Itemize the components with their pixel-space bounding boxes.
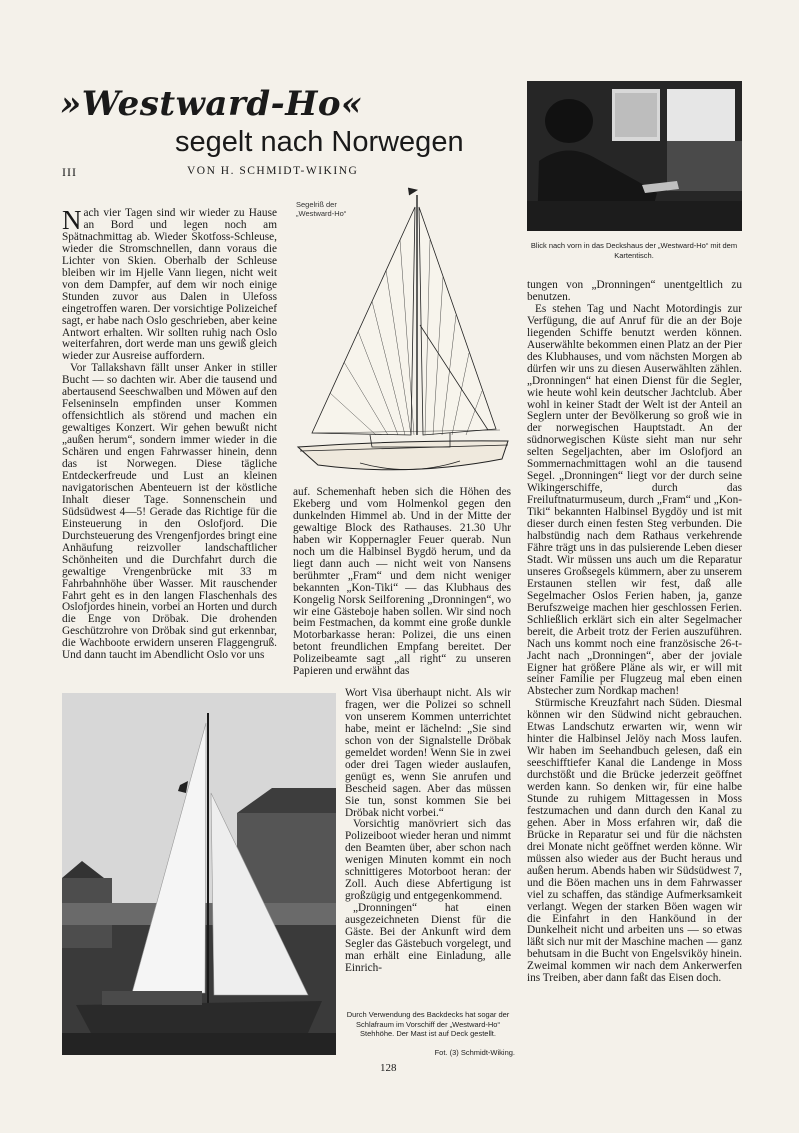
part-number: III — [62, 165, 77, 179]
deckshouse-photo-image — [527, 81, 742, 231]
yacht-harbour-image — [62, 693, 336, 1055]
sail-plan-label: Segelriß der „Westward-Ho“ — [296, 200, 347, 218]
article-subtitle: segelt nach Norwegen — [175, 126, 464, 158]
page-number: 128 — [380, 1062, 397, 1074]
photo-credit: Fot. (3) Schmidt-Wiking. — [434, 1048, 515, 1057]
col3-paragraph-1: tungen von „Dronningen“ unentgeltlich zu benutzen. — [527, 279, 742, 303]
col1-paragraph-1 — [62, 205, 277, 363]
byline: VON H. SCHMIDT-WIKING — [187, 165, 359, 177]
drop-cap: N — [62, 205, 82, 235]
col2-paragraph-2: Wort Visa überhaupt nicht. Als wir fragen, wer die Polizei so schnell von unserem Kommen unterrichtet habe, meint er lächelnd: „Sie sind schon von der Signalstelle Dröbak gemeldet worden! Wenn Sie in zwei oder drei Tagen wieder auslaufen, genügt es, wenn Sie anrufen und Bescheid sagen. Aber das müssen Sie tun, sonst kommen Sie bei Dröbak nicht vorbei.“ — [345, 687, 511, 819]
yacht-harbour-photo — [62, 693, 336, 1055]
col3-paragraph-3: Stürmische Kreuzfahrt nach Süden. Diesmal können wir den Südwind nicht gebrauchen. Etwas Landschutz erwarten wir, wenn wir hinter die Halbinsel Jelöy nach Moss laufen. Wir haben im Seehandbuch gelesen, daß ein seeschifftiefer Kanal die Landenge in Moss durchstößt und die Brücke jederzeit geöffnet werden kann. So denken wir, für eine halbe Stunde zu ruhigem Mittagessen in Moss festzumachen und dann durch den Kanal zu gehen. Aber in Moss erfahren wir, daß die Brücke in Reparatur sei und für die nächsten drei Monate nicht geöffnet werden könne. Wir müssen also wieder aus der Bucht heraus und außen herum. Abends haben wir Südsüdwest 7, und die Böen machen uns in dem Fahrwasser viel zu schaffen, das ständige Aufmerksamkeit verlangt. Wegen der starken Böen wagen wir die Einfahrt in den Hanköund in der Dunkelheit nicht und arbeiten uns — so etwas läßt sich nur mit der Maschine machen — ganz behutsam in die Bucht von Engelsviköy hinein. Zweimal kommen wir nach dem Ankerwerfen ins Treiben, aber dann faßt das Eisen doch. — [527, 697, 742, 985]
deckshouse-caption: Blick nach vorn in das Deckshaus der „Westward-Ho“ mit dem Kartentisch. — [530, 241, 738, 260]
col2-paragraph-1: auf. Schemenhaft heben sich die Höhen des Ekeberg und vom Holmenkol gegen den dunkelnden Himmel ab. Und in der Mitte der gewaltige Block des Rathauses. 21.30 Uhr haben wir Koppernagler Feuer querab. Nun noch um die Halbinsel Bygdö herum, und da liegt dann auch — nicht weit von Nansens berühmter „Fram“ und dem nicht weniger bekannten „Kon-Tiki“ — das Klubhaus des Kongelig Norsk Seilforening „Dronningen“, wo wir eine Gästeboje haben sollen. Wir sind noch beim Festmachen, da kommt eine große dunkle Motorbarkasse heran: Polizei, die uns einen betont freundlichen Empfang bereitet. Der Polizeibeamte sagt „all right“ zu unseren Papieren und erwähnt das — [293, 486, 511, 678]
deckshouse-photo — [527, 81, 742, 231]
sail-plan-svg — [290, 185, 518, 481]
col3-paragraph-2: Es stehen Tag und Nacht Motordingis zur Verfügung, die auf Anruf für die an der Boje liegenden Schiffe benutzt werden können. Auserwählte bekommen einen Platz an der Pier des Klubhauses, und vom nächsten Morgen ab dürfen wir uns zu diesen Auserwählten zählen. „Dronningen“ hat einen Dienst für die Segler, wie heute wohl kein deutscher Jachtclub. Aber wohl in keiner Stadt der Welt ist der Anteil an Seglern unter der Bevölkerung so groß wie in der norwegischen Hauptstadt. An der südnorwegischen Küste sieht man nur sehr selten Segeljachten, aber im Oslofjord an Sommernachmittagen wohl an die tausend Segel. „Dronningen“ liegt vor der durch seine Wikingerschiffe, durch das Freiluftnaturmuseum, durch „Fram“ und „Kon-Tiki“ bekannten Halbinsel Bygdöy und ist mit dieser durch einen festen Steg verbunden. Die halbstündig nach dem Rathaus verkehrende Fähre trägt uns in das pulsierende Leben dieser Stadt. Wir müssen uns auch um die Reparatur unseres Großsegels kümmern, aber zu unserem Erstaunen stellen wir fest, daß alle Segelmacher Oslos Ferien haben, ja, ganze Berufszweige machen hier geschlossen Ferien. Schließlich erklärt sich ein alter Segelmacher bereit, die Arbeit trotz der Ferien auszuführen. Nach uns kommt noch eine französische 26-t-Jacht nach „Dronningen“, aber der joviale Eigner hat größere Pläne als wir, er will mit seiner Familie per Flugzeug mal eben einen Abstecher zum Nordkap machen! — [527, 302, 742, 698]
col2-paragraph-3: Vorsichtig manövriert sich das Polizeiboot wieder heran und nimmt den Beamten über, aber schon nach wenigen Minuten kommt ein noch schnittigeres Motorboot heran: der Zoll. Auch diese Abfertigung ist großzügig und entgegenkommend. — [345, 818, 511, 903]
col1-paragraph-2: Vor Tallakshavn fällt unser Anker in stiller Bucht — so dachten wir. Aber die tausend und abertausend Seeschwalben und Möwen auf den Felseninseln empfinden unser Kommen offensichtlich als störend und machen ein gewaltiges Konzert. Wir gehen bewußt nicht „außen herum“, sondern immer wieder in die Schären und engen Fahrwasser hinein, denn das ist Norwegen. Diese tägliche Entdeckerfreude und Lust an kleinen navigatorischen Abenteuern ist der köstliche Inhalt dieser Tage. Sonnenschein und Südsüdwest 4—5! Gerade das Richtige für die Einsteuerung in den Oslofjord. Die Durchsteuerung des Vrengenfjordes bringt eine Anhäufung reizvoller landschaftlicher Schönheiten und die Durchfahrt durch die gewaltige Vrengenbrücke mit 33 m Fahrbahnhöhe über Wasser. Mit rauschender Fahrt geht es in den langen Flaschenhals des Oslofjordes hinein, vorbei an Horten und durch die Enge von Dröbak. Die drohenden Geschützrohre von Dröbak sind gut erkennbar, die Wachboote erwidern unseren Flaggengruß. Und dann taucht im Abendlicht Oslo vor uns — [62, 362, 277, 662]
col1-paragraph-1-text: ach vier Tagen sind wir wieder zu Hause an Bord und legen noch am Spätnachmittag ab. Wieder Skotfoss-Schleuse, wieder die Stromschnellen, dann voraus die Lichter von Skien. Oberhalb der Schleuse bleiben wir im Hjelle Vann liegen, nicht weit von dem Dampfer, auf dem wir noch einige Stunden zuvor aus Dalen in Ulefoss eingetroffen waren. Der vorsichtige Polizeichef sagt, er habe nach Oslo geschrieben, aber keine Antwort erhalten. Wir sollten ruhig nach Oslo weiterfahren, dort werde man uns gewiß gleich wieder zur Ausreise auffordern. — [62, 207, 277, 363]
yacht-caption: Durch Verwendung des Backdecks hat sogar der Schlafraum im Vorschiff der „Westward-Ho“ Stehhöhe. Der Mast ist auf Deck gestellt. — [346, 1010, 510, 1038]
text-column-3 — [527, 280, 742, 1062]
article-title: »Westward-Ho« — [60, 84, 363, 124]
text-column-2-upper — [293, 487, 511, 685]
text-column-2-lower — [345, 688, 511, 1006]
text-column-1 — [62, 205, 277, 686]
col2-paragraph-4: „Dronningen“ hat einen ausgezeichneten Dienst für die Gäste. Bei der Ankunft wird dem Segler das Gästebuch vorgelegt, und man erhält eine Einladung, alle Einrich- — [345, 902, 511, 974]
sail-plan-drawing — [290, 185, 518, 481]
